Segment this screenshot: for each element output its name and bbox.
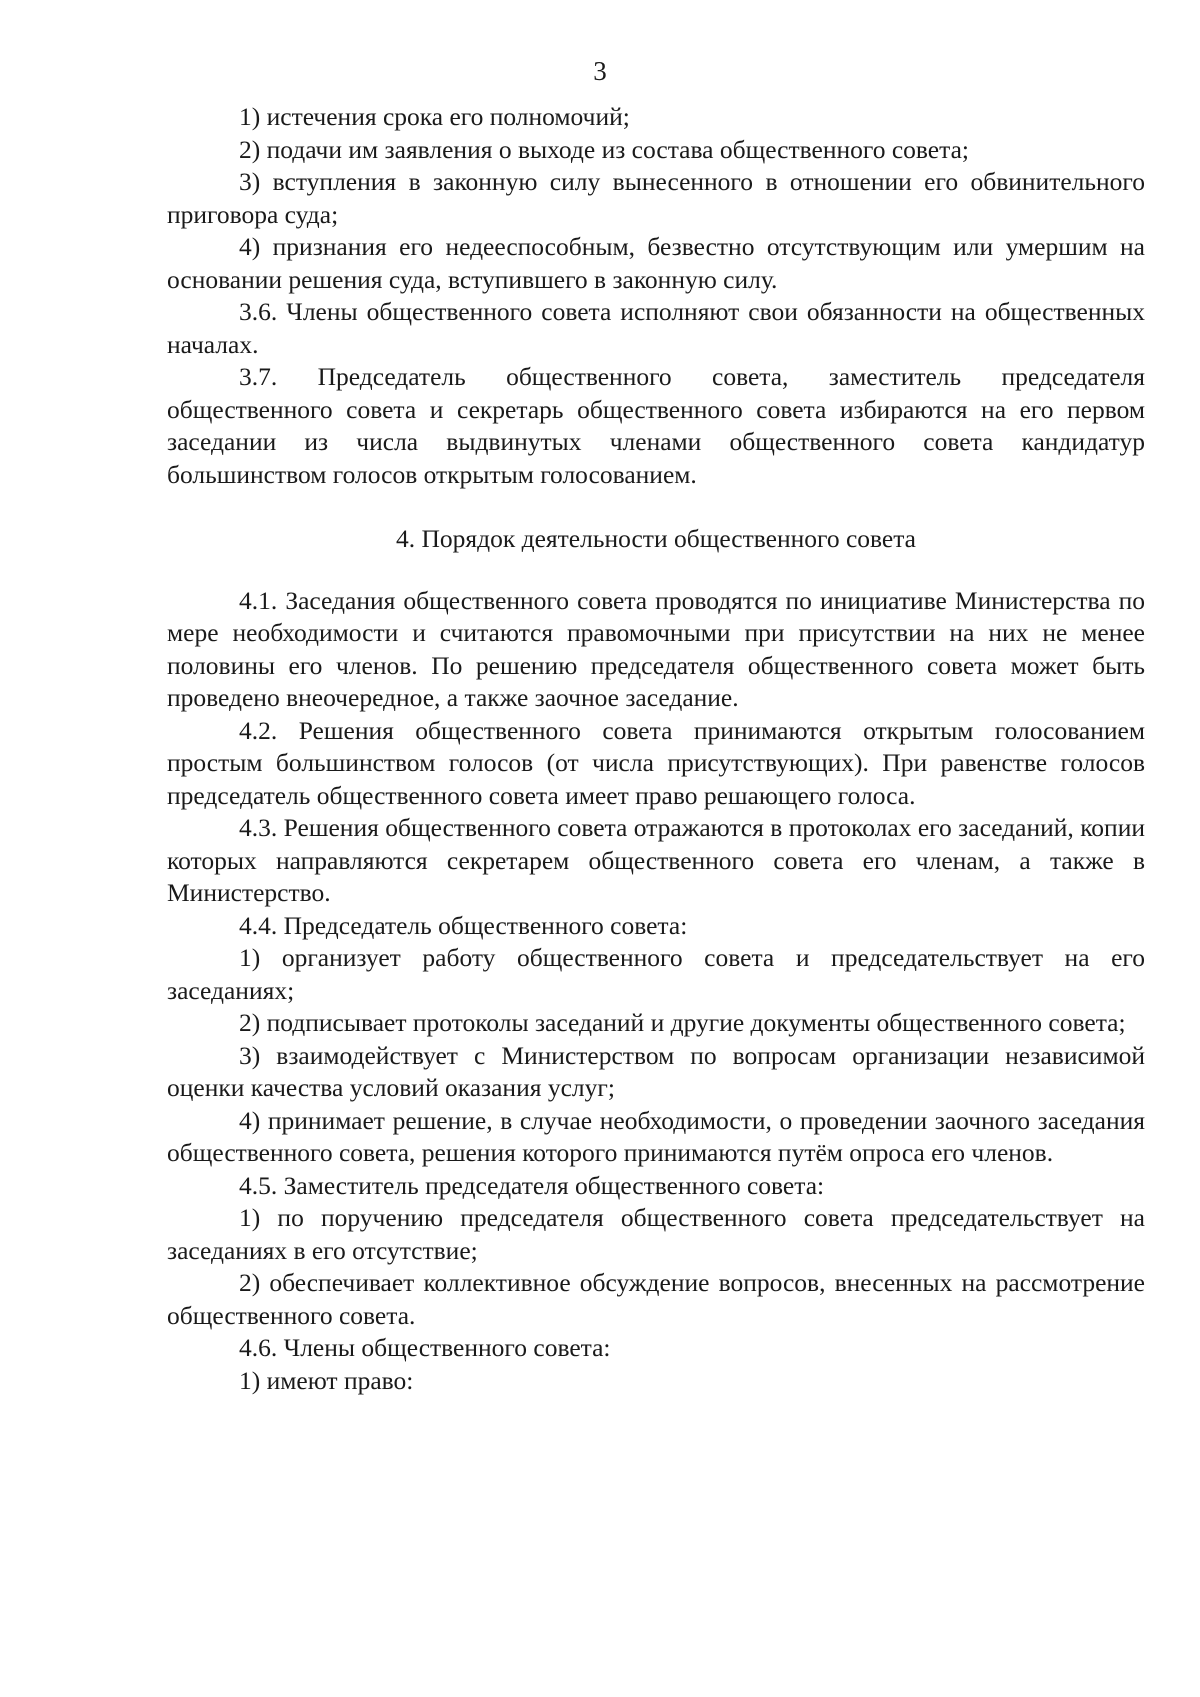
clause-4-6-item-1: 1) имеют право: — [239, 1365, 414, 1395]
clause-4-3: 4.3. Решения общественного совета отражаются в протоколах его заседаний, копии которых направляются секретарем общественного совета его членам, а также в Министерство. — [167, 813, 1145, 907]
section-heading: 4. Порядок деятельности общественного совета — [395, 524, 916, 553]
clause-3-7: 3.7. Председатель общественного совета, заместитель председателя общественного совета и секретарь общественного совета избираются на его первом заседании из числа выдвинутых членами общественного совета кандидатур большинством голосов открытым голосованием. — [167, 362, 1145, 489]
list-item-conviction: 3) вступления в законную силу вынесенного в отношении его обвинительного приговора суда; — [167, 167, 1145, 229]
list-item-resignation: 2) подачи им заявления о выходе из состава общественного совета; — [239, 134, 969, 164]
clause-4-1: 4.1. Заседания общественного совета проводятся по инициативе Министерства по мере необходимости и считаются правомочными при присутствии на них не менее половины его членов. По решению председателя общественного совета может быть проведено внеочередное, а также заочное заседание. — [167, 585, 1145, 712]
clause-4-4-item-2: 2) подписывает протоколы заседаний и другие документы общественного совета; — [239, 1008, 1126, 1037]
clause-4-4: 4.4. Председатель общественного совета: — [239, 910, 688, 940]
list-item-term-expiry: 1) истечения срока его полномочий; — [239, 102, 630, 131]
clause-4-4-item-3: 3) взаимодействует с Министерством по вопросам организации независимой оценки качества условий оказания услуг; — [167, 1040, 1145, 1102]
list-item-incapacity: 4) признания его недееспособным, безвестно отсутствующим или умершим на основании решения суда, вступившего в законную силу. — [167, 232, 1145, 294]
document-body — [167, 101, 1145, 1397]
clause-4-2: 4.2. Решения общественного совета принимаются открытым голосованием простым большинством голосов (от числа присутствующих). При равенстве голосов председатель общественного совета имеет право решающего голоса. — [167, 715, 1145, 810]
clause-4-4-item-4: 4) принимает решение, в случае необходимости, о проведении заочного заседания общественного совета, решения которого принимаются путём опроса его членов. — [167, 1105, 1145, 1167]
clause-4-5-item-2: 2) обеспечивает коллективное обсуждение вопросов, внесенных на рассмотрение общественного совета. — [167, 1268, 1145, 1330]
clause-4-6: 4.6. Члены общественного совета: — [239, 1333, 611, 1362]
clause-4-5-item-1: 1) по поручению председателя общественного совета председательствует на заседаниях в его отсутствие; — [167, 1203, 1145, 1265]
page-number: 3 — [593, 56, 607, 86]
clause-4-4-item-1: 1) организует работу общественного совета и председательствует на его заседаниях; — [167, 943, 1145, 1005]
clause-3-6: 3.6. Члены общественного совета исполняют свои обязанности на общественных началах. — [167, 297, 1145, 359]
clause-4-5: 4.5. Заместитель председателя общественного совета: — [239, 1170, 825, 1200]
